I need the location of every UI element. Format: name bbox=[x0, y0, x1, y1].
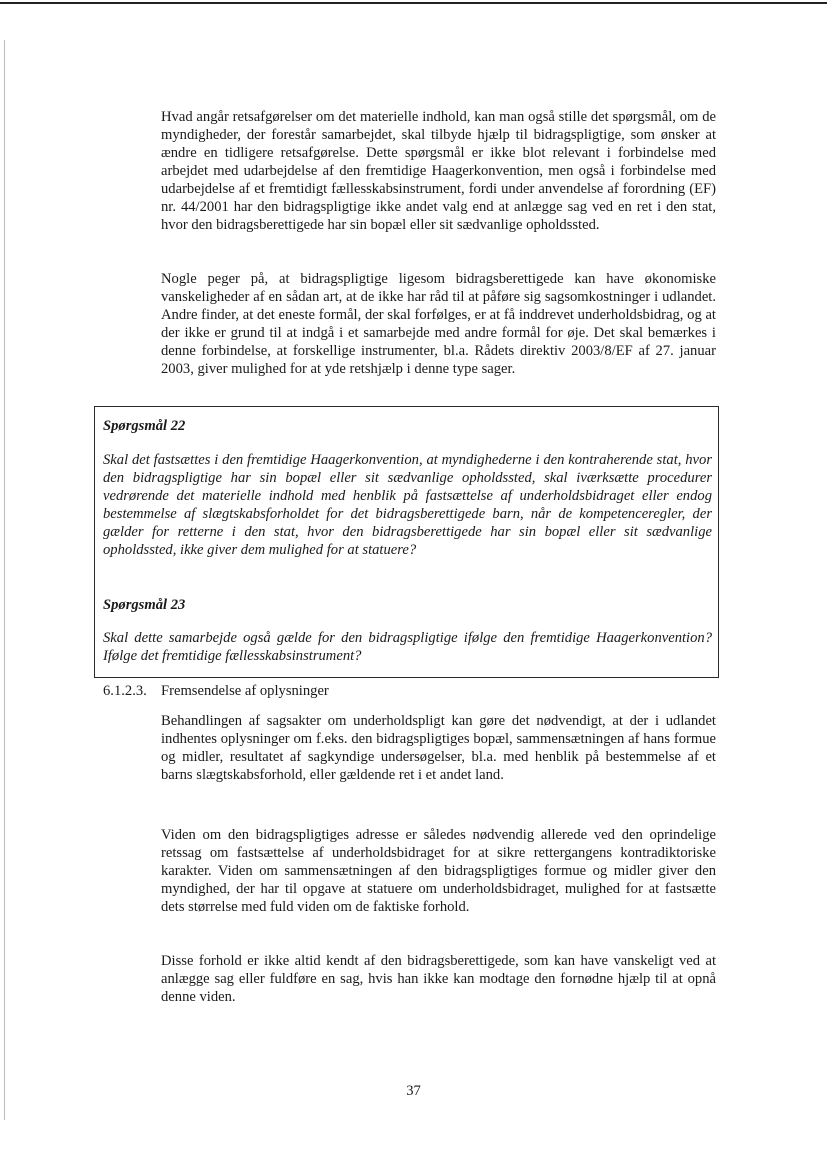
paragraph-adresse: Viden om den bidragspligtiges adresse er således nødvendig allerede ved den oprindelige retssag om fastsættelse af underholdsbidraget for at sikre rettergangens kontradiktoriske karakter. Viden om sammensætningen af den bidragspligtiges formue og midler giver den myndighed, der har til opgave at statuere om underholdsbidraget, mulighed for at fastsætte dets størrelse med fuld viden om de faktiske forhold. bbox=[161, 827, 716, 915]
paragraph-retsafgoerelser: Hvad angår retsafgørelser om det materielle indhold, kan man også stille det spørgsmål, om de myndigheder, der forestår samarbejdet, skal tilbyde hjælp til bidragspligtige, som ønsker at ændre en tidligere retsafgørelse. Dette spørgsmål er ikke blot relevant i forbindelse med arbejdet med udarbejdelse af den fremtidige Haagerkonvention, men også i forbindelse med udarbejdelse af et fremtidigt fællesskabsinstrument, fordi under anvendelse af forordning (EF) nr. 44/2001 har den bidragspligtige ikke andet valg end at anlægge sag ved en ret i den stat, hvor den bidragsberettigede har sin bopæl eller sit sædvanlige opholdssted. bbox=[161, 109, 716, 233]
section-title: Fremsendelse af oplysninger bbox=[161, 683, 329, 699]
paragraph-retshjaelp: Nogle peger på, at bidragspligtige ligesom bidragsberettigede kan have økonomiske vanskeligheder af en sådan art, at de ikke har råd til at påføre sig sagsomkostninger i udlandet. Andre finder, at det eneste formål, der skal forfølges, er at få inddrevet underholdsbidrag, og at der ikke er grund til at indgå i et samarbejde med andre formål for øje. Det skal bemærkes i denne forbindelse, at forskellige instrumenter, bl.a. Rådets direktiv 2003/8/EF af 27. januar 2003, giver mulighed for at yde retshjælp i denne type sager. bbox=[161, 271, 716, 377]
page-number: 37 bbox=[406, 1083, 421, 1099]
section-number: 6.1.2.3. bbox=[103, 683, 147, 699]
questions-box bbox=[94, 406, 719, 678]
scan-border-left bbox=[4, 40, 5, 1120]
question-22-text: Skal det fastsættes i den fremtidige Haagerkonvention, at myndighederne i den kontraherende stat, hvor den bidragspligtige har sin bopæl eller sit sædvanlige opholdssted, skal iværksætte procedurer vedrørende det materielle indhold med henblik på fastsættelse af underholdsbidraget eller endog bestemmelse af slægtskabsforholdet for det bidragsberettigede barn, når de kompetenceregler, der gælder for retterne i den stat, hvor den bidragsberettigede har sin bopæl eller sit sædvanlige opholdssted, ikke giver dem mulighed for at statuere? bbox=[103, 452, 712, 558]
paragraph-forhold: Disse forhold er ikke altid kendt af den bidragsberettigede, som kan have vanskeligt ved at anlægge sag eller fuldføre en sag, hvis han ikke kan modtage den fornødne hjælp til at opnå denne viden. bbox=[161, 953, 716, 1005]
question-23-text: Skal dette samarbejde også gælde for den bidragspligtige ifølge den fremtidige Haagerkonvention? Ifølge det fremtidige fællesskabsinstrument? bbox=[103, 630, 712, 664]
question-23-heading: Spørgsmål 23 bbox=[103, 597, 186, 613]
scan-border-top bbox=[0, 2, 827, 4]
section-heading bbox=[103, 682, 329, 700]
question-22-heading: Spørgsmål 22 bbox=[103, 418, 186, 434]
paragraph-sagsakter: Behandlingen af sagsakter om underholdspligt kan gøre det nødvendigt, at der i udlandet indhentes oplysninger om f.eks. den bidragspligtiges bopæl, sammensætningen af hans formue og midler, resultatet af sagkyndige undersøgelser, bl.a. med henblik på bestemmelse af et barns slægtskabsforhold, eller gældende ret i et andet land. bbox=[161, 713, 716, 783]
